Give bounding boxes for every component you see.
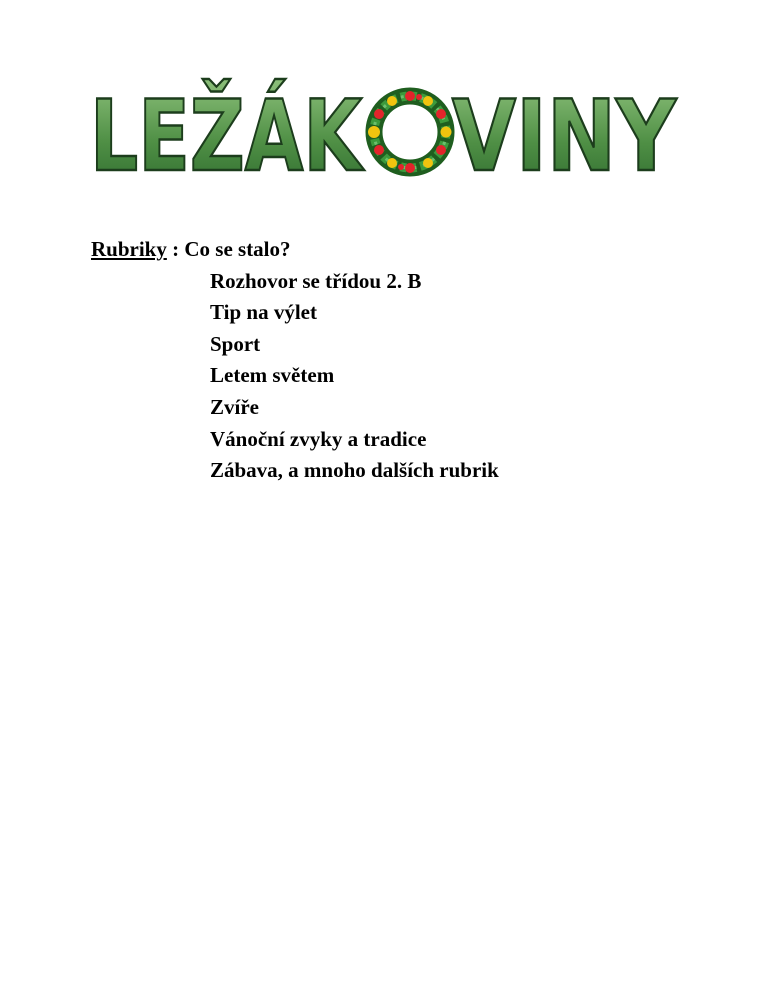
rubric-item: Vánoční zvyky a tradice (210, 426, 427, 451)
rubric-item: Rozhovor se třídou 2. B (210, 268, 422, 293)
rubric-item: Co se stalo? (184, 237, 291, 261)
christmas-wreath-icon (368, 91, 452, 173)
rubric-item: Zvíře (210, 394, 259, 419)
masthead-title-left: LEŽÁK (90, 80, 443, 194)
masthead-logo (90, 80, 680, 194)
rubrics-list (91, 234, 499, 487)
rubrics-separator: : (166, 237, 185, 261)
rubric-item: Zábava, a mnoho dalších rubrik (210, 458, 499, 483)
rubric-item: Letem světem (210, 363, 335, 388)
rubrics-label: Rubriky (91, 237, 167, 261)
rubric-item: Tip na výlet (210, 300, 317, 325)
masthead-title-right: VINY (452, 80, 677, 194)
rubrics-first-row (91, 234, 499, 266)
masthead (90, 80, 680, 194)
rubric-item: Sport (210, 331, 261, 356)
